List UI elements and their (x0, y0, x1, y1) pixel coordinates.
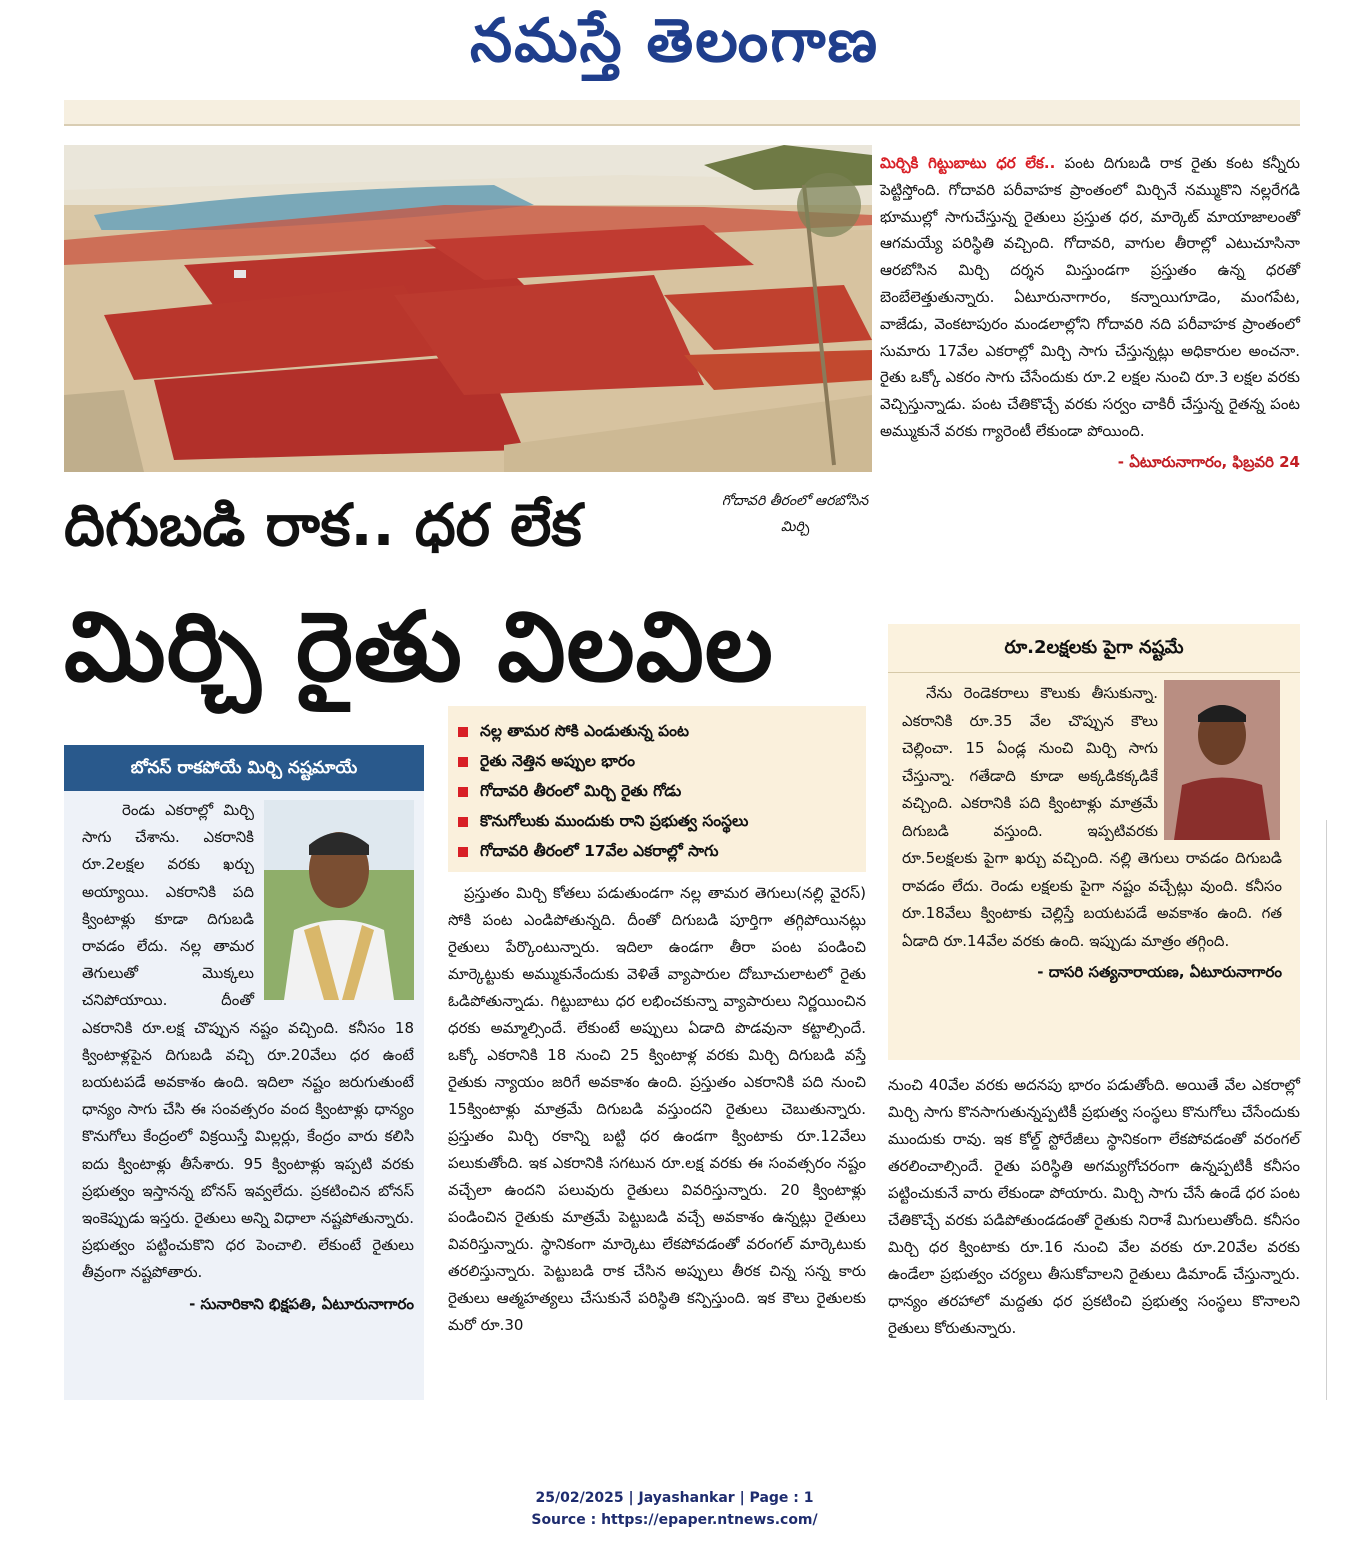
right-column-story (888, 1072, 1300, 1342)
top-band (64, 100, 1300, 126)
bullet-square-icon (458, 727, 468, 737)
right-box-title: రూ.2లక్షలకు పైగా నష్టమే (888, 624, 1300, 673)
headline-main: మిర్చి రైతు విలవిల (64, 591, 774, 703)
highlight-item: రైతు నెత్తిన అప్పుల భారం (458, 746, 856, 776)
left-box-text: రెండు ఎకరాల్లో మిర్చి సాగు చేశాను. ఎకరానికి రూ.2లక్షల వరకు ఖర్చు అయ్యాయి. ఎకరానికి పది క్వింటాళ్లు కూడా దిగుబడి రావడం లేదు. నల్ల తామర తెగులుతో మొక్కలు చనిపోయాయి. దీంతో ఎకరానికి రూ.లక్ష చొప్పున నష్టం వచ్చింది. కనీసం 18 క్వింటాళ్లపైన దిగుబడి వచ్చి రూ.20వేలు ధర ఉంటే బయటపడే అవకాశం ఉంది. ఇదిలా నష్టం జరుగుతుంటే ధాన్యం సాగు చేసి ఈ సంవత్సరం వంద క్వింటాళ్లు ధాన్యం కొనుగోలు కేంద్రంలో విక్రయిస్తే మిల్లర్లు, కేంద్రం వారు కలిసి ఐదు క్వింటాళ్లు తీసేశారు. 95 క్వింటాళ్లు ఇప్పటి వరకు ప్రభుత్వం ఇస్తానన్న బోనస్ ఇవ్వలేదు. ప్రకటించిన బోనస్ ఇంకెప్పుడు ఇస్తరు. రైతులు అన్ని విధాలా నష్టపోతున్నారు. ప్రభుత్వం పట్టించుకొని ధర పెంచాలి. లేకుంటే రైతులు తీవ్రంగా నష్టపోతారు. (82, 801, 414, 1282)
highlight-item: కొనుగోలుకు ముందుకు రాని ప్రభుత్వ సంస్థలు (458, 806, 856, 836)
left-box-signature: - సునారికాని భిక్షపతి, ఏటూరునాగారం (189, 1294, 414, 1313)
bullet-square-icon (458, 787, 468, 797)
bullet-square-icon (458, 757, 468, 767)
photo-caption: గోదావరి తీరంలో ఆరబోసిన మిర్చి (721, 493, 869, 535)
intro-dateline: - ఏటూరునాగారం, ఫిబ్రవరి 24 (1117, 452, 1300, 471)
highlight-item: గోదావరి తీరంలో మిర్చి రైతు గోడు (458, 776, 856, 806)
highlights-box (448, 706, 866, 872)
portrait-float-spacer (1158, 680, 1282, 845)
bullet-square-icon (458, 817, 468, 827)
column-divider (1326, 820, 1327, 1400)
chilli-field-photo (64, 145, 872, 472)
footer-date-edition: 25/02/2025 | Jayashankar | Page : 1 (535, 1490, 814, 1506)
headline-kicker: దిగుబడి రాక.. ధర లేక (64, 491, 582, 559)
bullet-square-icon (458, 847, 468, 857)
intro-story (880, 150, 1300, 476)
right-box-text: నేను రెండెకరాలు కౌలుకు తీసుకున్నా. ఎకరానికి రూ.35 వేల చొప్పున కౌలు చెల్లించా. 15 ఏండ్ల నుంచి మిర్చి సాగు చేస్తున్నా. గతేడాది కూడా అక్కడికక్కడికే వచ్చింది. ఎకరానికి పది క్వింటాళ్లు మాత్రమే దిగుబడి వస్తుంది. ఇప్పటివరకు రూ.5లక్షలకు పైగా ఖర్చు వచ్చింది. నల్లి తెగులు రావడం దిగుబడి రావడం లేదు. రెండు లక్షలకు పైగా నష్టం వచ్చేట్లు వుంది. కనీసం రూ.18వేలు క్వింటాకు చెల్లిస్తే బయటపడే అవకాశం ఉంది. గత ఏడాది రూ.14వేల వరకు ఉంది. ఇప్పుడు మాత్రం తగ్గింది. (902, 684, 1282, 950)
right-box-signature: - దాసరి సత్యనారాయణ, ఏటూరునాగారం (1037, 963, 1282, 981)
right-column-text: నుంచి 40వేల వరకు అదనపు భారం పడుతోంది. అయితే వేల ఎకరాల్లో మిర్చి సాగు కొనసాగుతున్నప్పటికీ ప్రభుత్వ సంస్థలు కొనుగోలు చేసేందుకు ముందుకు రావు. ఇక కోల్డ్ స్టోరేజీలు స్థానికంగా లేకపోవడంతో వరంగల్ తరలించాల్సిందే. రైతు పరిస్థితి అగమ్యగోచరంగా ఉన్నప్పటికీ కనీసం పట్టించుకునే వారు లేకుండా పోయారు. మిర్చి సాగు చేసే ఉండే ధర పంట చేతికొచ్చే వరకు పడిపోతుండడంతో రైతుకు నిరాశే మిగులుతోంది. కనీసం మిర్చి ధర క్వింటాకు రూ.16 నుంచి వేల వరకు రూ.20వేల వరకు ఉండేలా ప్రభుత్వం చర్యలు తీసుకోవాలని రైతులు డిమాండ్ చేస్తున్నారు. ధాన్యం తరహాలో మద్దతు ధర ప్రకటించి ప్రభుత్వ సంస్థలు కొనాలని రైతులు కోరుతున్నారు. (888, 1076, 1300, 1337)
masthead-title: నమస్తే తెలంగాణ (469, 6, 880, 76)
footer-source: Source : https://epaper.ntnews.com/ (531, 1512, 818, 1528)
highlight-item: నల్ల తామర సోకి ఎండుతున్న పంట (458, 716, 856, 746)
intro-lead: మిర్చికి గిట్టుబాటు ధర లేక.. (880, 154, 1056, 172)
middle-column-text: ప్రస్తుతం మిర్చి కోతలు పడుతుండగా నల్ల తామర తెగులు(నల్లి వైరస్) సోకి పంట ఎండిపోతున్నది. దీంతో దిగుబడి పూర్తిగా తగ్గిపోయినట్లు రైతులు పేర్కొంటున్నారు. ఇదిలా ఉండగా తీరా పంట పండించి మార్కెట్టుకు అమ్ముకునేందుకు వెళితే వ్యాపారుల దోబూచులాటలో రైతు ఓడిపోతున్నాడు. గిట్టుబాటు ధర లభించకున్నా వ్యాపారులు నిర్ణయించిన ధరకు అమ్మాల్సిందే. లేకుంటే అప్పులు ఏడాది పొడవునా కట్టాల్సిందే. ఒక్కో ఎకరానికి 18 నుంచి 25 క్వింటాళ్ల వరకు మిర్చి దిగుబడి వస్తే రైతుకు న్యాయం జరిగే అవకాశం ఉంది. ప్రస్తుతం ఎకరానికి పది నుంచి 15క్వింటాళ్లు మాత్రమే దిగుబడి వస్తుందని రైతులు చెబుతున్నారు. ప్రస్తుతం మిర్చి రకాన్ని బట్టి ధర ఉండగా క్వింటాకు రూ.12వేలు పలుకుతోంది. ఇక ఎకరానికి సగటున రూ.లక్ష వరకు ఈ సంవత్సరం నష్టం వచ్చేలా ఉందని పలువురు రైతులు వివరిస్తున్నారు. 20 క్వింటాళ్లు పండించిన రైతుకు మాత్రమే పెట్టుబడి వచ్చే అవకాశం ఉన్నట్లు రైతులు వివరిస్తున్నారు. స్థానికంగా మార్కెటు లేకపోవడంతో వరంగల్ మార్కెటుకు తరలిస్తున్నారు. పెట్టుబడి రాక చేసిన అప్పులు తీరక చిన్న సన్న కారు రైతులు ఆత్మహత్యలు చేసుకునే పరిస్థితి కన్పిస్తుంది. ఇక కౌలు రైతులకు మరో రూ.30 (448, 884, 866, 1334)
highlight-item: గోదావరి తీరంలో 17వేల ఎకరాల్లో సాగు (458, 836, 856, 866)
left-box-title: బోనస్ రాకపోయే మిర్చి నష్టమాయే (64, 745, 424, 791)
intro-text: పంట దిగుబడి రాక రైతు కంట కన్నీరు పెట్టిస్తోంది. గోదావరి పరీవాహక ప్రాంతంలో మిర్చినే నమ్ముకొని నల్లరేగడి భూముల్లో సాగుచేస్తున్న రైతులు ప్రస్తుత ధర, మార్కెట్ మాయాజాలంతో ఆగమయ్యే పరిస్థితి వచ్చింది. గోదావరి, వాగుల తీరాల్లో ఎటుచూసినా ఆరబోసిన మిర్చి దర్శన మిస్తుండగా ప్రస్తుతం ఉన్న ధరతో బెంబేలెత్తుతున్నారు. ఏటూరునాగారం, కన్నాయిగూడెం, మంగపేట, వాజేడు, వెంకటాపురం మండలాల్లోని గోదావరి నది పరీవాహక ప్రాంతంలో సుమారు 17వేల ఎకరాల్లో మిర్చి సాగు చేస్తున్నట్లు అధికారుల అంచనా. రైతు ఒక్కో ఎకరం సాగు చేసేందుకు రూ.2 లక్షల నుంచి రూ.3 లక్షల వరకు వెచ్చిస్తున్నాడు. పంట చేతికొచ్చే వరకు సర్వం చాకిరీ చేస్తున్న రైతన్న పంట అమ్ముకునే వరకు గ్యారెంటీ లేకుండా పోయింది. (880, 154, 1300, 440)
right-quote-box (888, 624, 1300, 1060)
portrait-float-spacer (254, 797, 414, 1002)
middle-column-story (448, 880, 866, 1339)
left-quote-box (64, 745, 424, 1400)
